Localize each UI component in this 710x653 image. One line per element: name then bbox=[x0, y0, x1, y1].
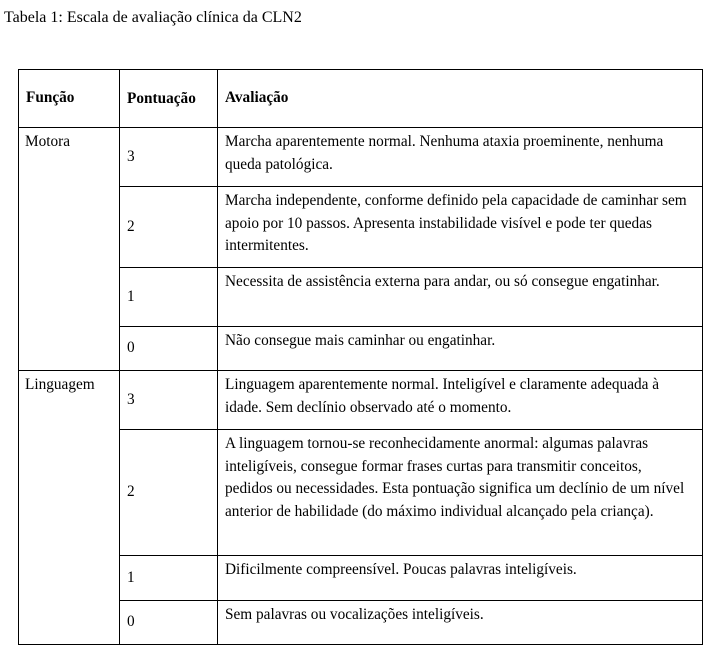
score-cell: 3 bbox=[120, 371, 218, 430]
clinical-rating-table bbox=[18, 69, 703, 645]
evaluation-cell: Dificilmente compreensível. Poucas palavras inteligíveis. bbox=[218, 556, 703, 601]
evaluation-cell: Sem palavras ou vocalizações inteligíveis. bbox=[218, 601, 703, 645]
header-function: Função bbox=[19, 70, 120, 128]
score-cell: 0 bbox=[120, 601, 218, 645]
table-row bbox=[19, 327, 703, 371]
score-cell: 3 bbox=[120, 128, 218, 187]
evaluation-cell: Necessita de assistência externa para andar, ou só consegue engatinhar. bbox=[218, 268, 703, 327]
function-cell-linguagem: Linguagem bbox=[19, 371, 120, 645]
table-row bbox=[19, 371, 703, 430]
evaluation-cell: A linguagem tornou-se reconhecidamente anormal: algumas palavras inteligíveis, consegue formar frases curtas para transmitir conceitos, pedidos ou necessidades. Esta pontuação significa um declínio de um nível anterior de habilidade (do máximo individual alcançado pela criança). bbox=[218, 430, 703, 556]
score-cell: 2 bbox=[120, 430, 218, 556]
table-row bbox=[19, 430, 703, 556]
table-caption: Tabela 1: Escala de avaliação clínica da CLN2 bbox=[4, 9, 302, 26]
score-cell: 1 bbox=[120, 556, 218, 601]
score-cell: 0 bbox=[120, 327, 218, 371]
score-cell: 1 bbox=[120, 268, 218, 327]
function-cell-motora: Motora bbox=[19, 128, 120, 371]
table-row bbox=[19, 556, 703, 601]
table-row bbox=[19, 187, 703, 268]
table-row bbox=[19, 128, 703, 187]
evaluation-cell: Não consegue mais caminhar ou engatinhar. bbox=[218, 327, 703, 371]
score-cell: 2 bbox=[120, 187, 218, 268]
header-score: Pontuação bbox=[120, 70, 218, 128]
table-row bbox=[19, 601, 703, 645]
evaluation-cell: Marcha aparentemente normal. Nenhuma ataxia proeminente, nenhuma queda patológica. bbox=[218, 128, 703, 187]
table-header-row bbox=[19, 70, 703, 128]
evaluation-cell: Linguagem aparentemente normal. Inteligível e claramente adequada à idade. Sem declínio observado até o momento. bbox=[218, 371, 703, 430]
header-evaluation: Avaliação bbox=[218, 70, 703, 128]
evaluation-cell: Marcha independente, conforme definido pela capacidade de caminhar sem apoio por 10 passos. Apresenta instabilidade visível e pode ter quedas intermitentes. bbox=[218, 187, 703, 268]
table-row bbox=[19, 268, 703, 327]
